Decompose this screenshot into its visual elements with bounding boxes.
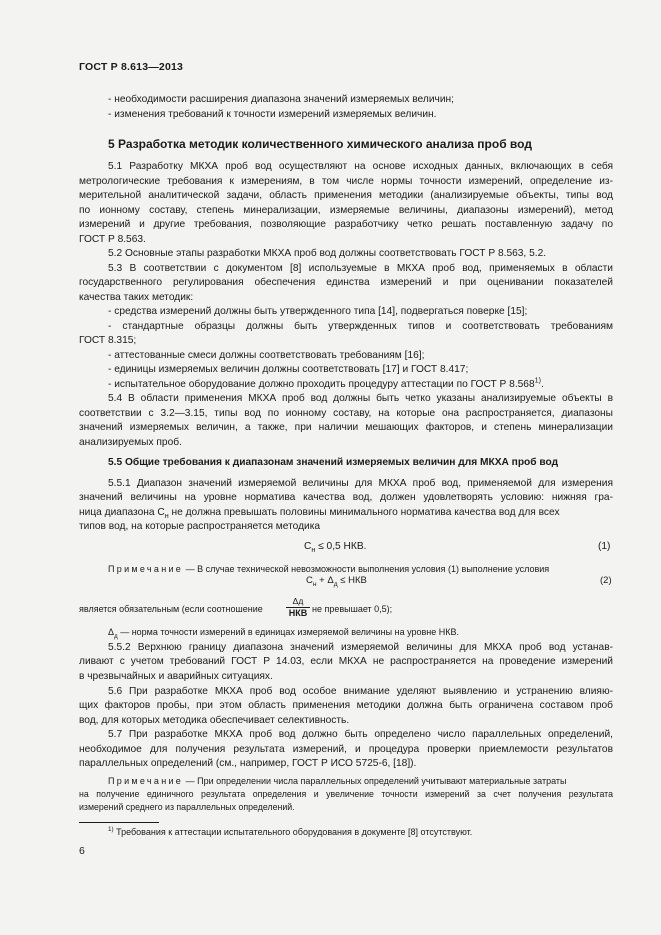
footnote-mark: 1)	[108, 826, 114, 833]
condition-text: является обязательным (если соотношение	[79, 604, 263, 614]
equation-number: (2)	[600, 575, 612, 586]
list-item: - испытательное оборудование должно проходить процедуру аттестации по ГОСТ Р 8.568$^{1)}$.	[108, 376, 544, 390]
paragraph-5-4-line: значений измеряемых величин, а также, при наличии мешающих факторов, и степень минерализации	[79, 422, 613, 433]
note-text: — При определении числа параллельных определений учитывают материальные затраты	[183, 776, 567, 786]
paragraph-5-4-line: соответствии с 3.2—3.15, типы вод по ионному составу, на которые она распространяется, диапазоны	[79, 408, 613, 419]
paragraph-5-3-line: государственного регулирования обеспечения единства измерений и при оценивании показателей	[79, 277, 613, 288]
paragraph-5-7-line: параллельных определений (см., например, ГОСТ Р ИСО 5725-6, [18]).	[79, 758, 417, 769]
equation-1	[304, 541, 367, 555]
text-fragment: ница диапазона C	[79, 507, 165, 518]
footnote-text: Требования к аттестации испытательного оборудования в документе [8] отсутствуют.	[113, 827, 473, 837]
fraction-numerator: Δд	[292, 596, 304, 606]
text-fragment: не должна превышать половины минимального норматива качества вод для всех	[168, 507, 560, 518]
paragraph-5-5-2-line: в чрезвычайных и аварийных ситуациях.	[79, 671, 273, 682]
paragraph-5-1-line: метрологические требования к измерениям, в том числе нормы точности измерений, определение из-	[79, 176, 613, 187]
list-item: - средства измерений должны быть утвержденного типа [14], подвергаться поверке [15];	[108, 306, 528, 317]
subscript: д	[333, 580, 338, 588]
document-header: ГОСТ Р 8.613—2013	[79, 61, 184, 73]
eq-symbol: C	[306, 575, 313, 586]
list-item: - аттестованные смеси должны соответствовать требованиям [16];	[108, 350, 425, 361]
note-2-line: на получение единичного результата определения и увеличение точности измерений за счет получения результата	[79, 789, 613, 799]
paragraph-5-3-line: 5.3 В соответствии с документом [8] используемые в МКХА проб вод, применяемых в области	[108, 263, 613, 274]
eq-text: ≤ 0,5 НКВ.	[315, 541, 367, 552]
paragraph-5-7-line: 5.7 При разработке МКХА проб вод должно быть определено число параллельных определений,	[108, 729, 613, 740]
note-2-line: измерений среднего из параллельных определений.	[79, 802, 295, 812]
eq-symbol: C	[304, 541, 312, 552]
equation-2	[306, 575, 367, 586]
eq-text: ≤ НКВ	[337, 575, 367, 586]
list-item: - изменения требований к точности измерений измеряемых величин.	[108, 109, 437, 120]
note-label: Примечание	[108, 564, 184, 574]
paragraph-5-1-line: ГОСТ Р 8.563.	[79, 234, 146, 245]
note-label: Примечание	[108, 776, 184, 786]
delta-symbol: Δ	[108, 627, 115, 637]
page-number: 6	[79, 845, 85, 857]
condition-text: не превышает 0,5);	[312, 604, 393, 614]
paragraph-5-5-1-line: значений величины на уровне норматива качества вод, должен удовлетворять условию: нижняя гра-	[79, 492, 613, 503]
paragraph-5-1-line: измерений и другие требования, позволяющие разработчику четко решать поставленную задачу по	[79, 219, 613, 230]
paragraph-5-5-1-line	[79, 506, 560, 520]
paragraph-5-6-line: 5.6 При разработке МКХА проб вод особое внимание уделяют выявлению и устранению влияю-	[108, 686, 613, 697]
subscript: н	[164, 512, 169, 521]
subscript: д	[114, 632, 118, 640]
paragraph-5-5-1-line: типов вод, на которые распространяется методика	[79, 521, 321, 532]
list-item: - единицы измеряемых величин должны соответствовать [17] и ГОСТ 8.417;	[108, 364, 469, 375]
paragraph-5-4-line: 5.4 В области применения МКХА проб вод должны быть четко указаны анализируемые объекты в	[108, 393, 613, 404]
list-item: - необходимости расширения диапазона значений измеряемых величин;	[108, 94, 454, 105]
list-item: ГОСТ 8.315;	[79, 335, 137, 346]
equation-number: (1)	[598, 541, 611, 552]
section-5-5-title: 5.5 Общие требования к диапазонам значений измеряемых величин для МКХА проб вод	[108, 457, 559, 468]
paragraph-5-1-line: 5.1 Разработку МКХА проб вод осуществляют на основе исходных данных, включающих в себя	[108, 161, 613, 172]
eq-text: + Δ	[316, 575, 334, 586]
footnote	[108, 826, 472, 839]
list-item: - стандартные образцы должны быть утвержденных типов и соответствовать требованиям	[108, 321, 613, 332]
delta-definition	[108, 626, 459, 639]
fraction-denominator: НКВ	[288, 608, 308, 618]
paragraph-5-6-line: щих факторов пробы, при этом область применения методики должна быть ограничена составом проб	[79, 700, 613, 711]
footnote-divider	[79, 822, 159, 823]
paragraph-5-5-2-line: 5.5.2 Верхнюю границу диапазона значений измеряемой величины для МКХА проб вод устанав-	[108, 642, 613, 653]
note-text: — В случае технической невозможности выполнения условия (1) выполнение условия	[183, 564, 550, 574]
paragraph-5-5-1-line: 5.5.1 Диапазон значений измеряемой величины для МКХА проб вод, применяемой для измерения	[108, 478, 613, 489]
list-item-text: - испытательное оборудование должно проходить процедуру аттестации по ГОСТ Р 8.568	[108, 379, 535, 390]
paragraph-5-7-line: необходимое для получения результата измерений, и процедура проверки приемлемости результатов	[79, 744, 613, 755]
paragraph-5-6-line: вод, для которых методика обеспечивает селективность.	[79, 715, 350, 726]
paragraph-5-1-line: мерительной аналитической задачи, область применения методики (анализируемые объекты, типы вод	[79, 190, 613, 201]
subscript: н	[311, 546, 316, 555]
subscript: н	[312, 580, 317, 588]
paragraph-5-1-line: по ионному составу, степень минерализации, измеряемые величины, диапазоны измерений), метод	[79, 205, 613, 216]
footnote-ref[interactable]: 1)	[534, 376, 541, 385]
note-2-line	[108, 775, 567, 788]
section-5-title: 5 Разработка методик количественного химического анализа проб вод	[108, 137, 532, 151]
paragraph-5-5-2-line: ливают с учетом требований ГОСТ Р 14.03, если МКХА не распространяется на проведение измерений	[79, 656, 613, 667]
definition-text: — норма точности измерений в единицах измеряемой величины на уровне НКВ.	[117, 627, 459, 637]
paragraph-5-4-line: анализируемых проб.	[79, 437, 182, 448]
paragraph-5-2: 5.2 Основные этапы разработки МКХА проб вод должны соответствовать ГОСТ Р 8.563, 5.2.	[108, 248, 547, 259]
paragraph-5-3-line: качества таких методик:	[79, 292, 194, 303]
